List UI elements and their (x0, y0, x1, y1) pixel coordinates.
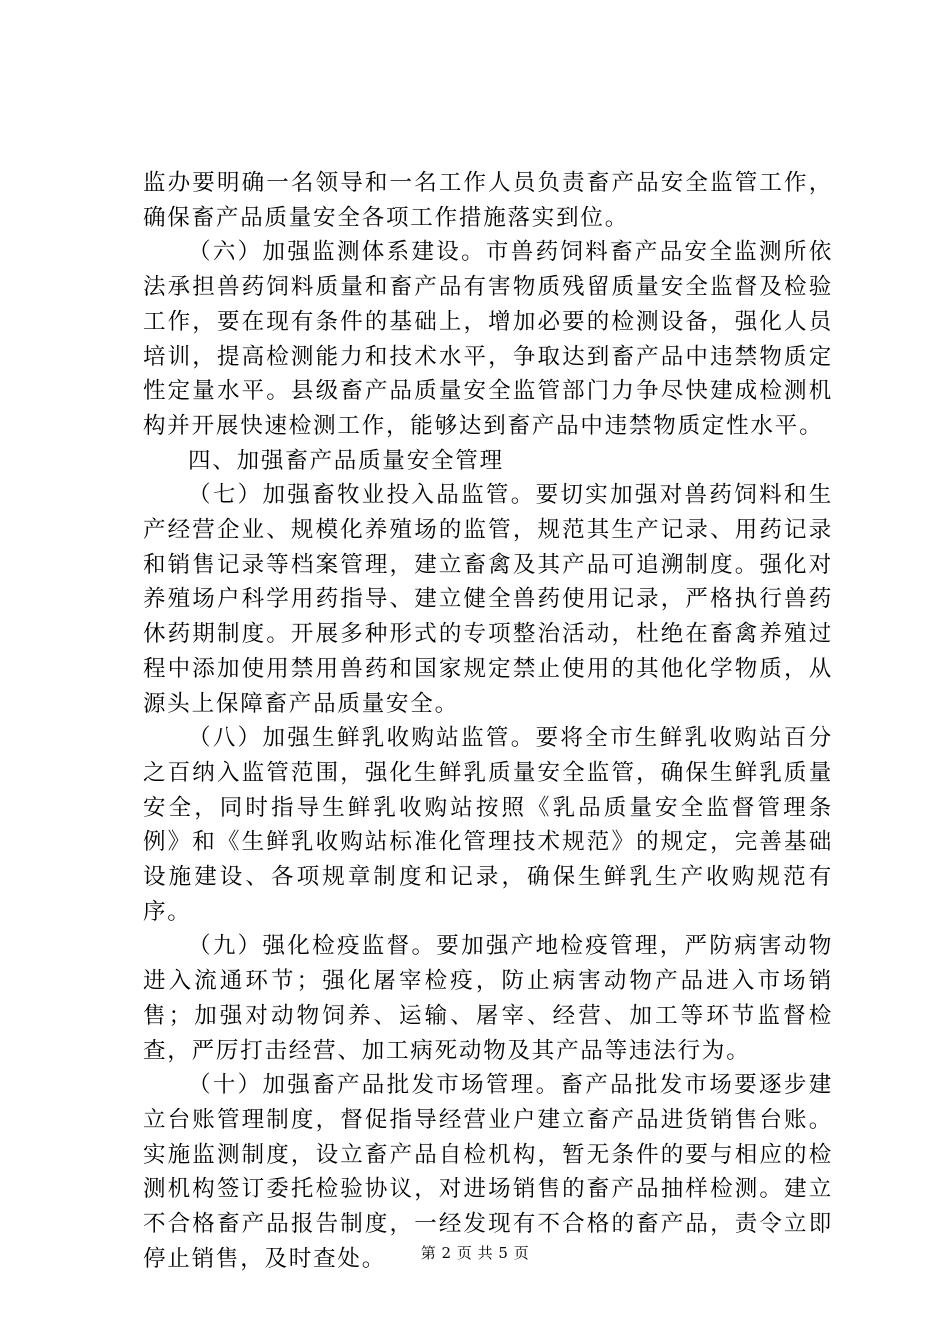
paragraph: （六）加强监测体系建设。市兽药饲料畜产品安全监测所依法承担兽药饲料质量和畜产品有害物质残留质量安全监督及检验工作，要在现有条件的基础上，增加必要的检测设备，强化人员培训，提高检测能力和技术水平，争取达到畜产品中违禁物质定性定量水平。县级畜产品质量安全监管部门力争尽快建成检测机构并开展快速检测工作，能够达到畜产品中违禁物质定性水平。 (143, 239, 833, 439)
paragraph: （十）加强畜产品批发市场管理。畜产品批发市场要逐步建立台账管理制度，督促指导经营业户建立畜产品进货销售台账。实施监测制度，设立畜产品自检机构，暂无条件的要与相应的检测机构签订委托检验协议，对进场销售的畜产品抽样检测。建立不合格畜产品报告制度，一经发现有不合格的畜产品，责令立即停止销售，及时查处。 (143, 1072, 833, 1272)
paragraph: （九）强化检疫监督。要加强产地检疫管理，严防病害动物进入流通环节；强化屠宰检疫，防止病害动物产品进入市场销售；加强对动物饲养、运输、屠宰、经营、加工等环节监督检查，严厉打击经营、加工病死动物及其产品等违法行为。 (143, 933, 833, 1064)
document-body (143, 166, 833, 1277)
paragraph: （八）加强生鲜乳收购站监管。要将全市生鲜乳收购站百分之百纳入监管范围，强化生鲜乳质量安全监管，确保生鲜乳质量安全，同时指导生鲜乳收购站按照《乳品质量安全监督管理条例》和《生鲜乳收购站标准化管理技术规范》的规定，完善基础设施建设、各项规章制度和记录，确保生鲜乳生产收购规范有序。 (143, 725, 833, 925)
page-number-footer: 第 2 页 共 5 页 (420, 1244, 530, 1262)
paragraph: （七）加强畜牧业投入品监管。要切实加强对兽药饲料和生产经营企业、规模化养殖场的监管，规范其生产记录、用药记录和销售记录等档案管理，建立畜禽及其产品可追溯制度。强化对养殖场户科学用药指导、建立健全兽药使用记录，严格执行兽药休药期制度。开展多种形式的专项整治活动，杜绝在畜禽养殖过程中添加使用禁用兽药和国家规定禁止使用的其他化学物质，从源头上保障畜产品质量安全。 (143, 482, 833, 717)
paragraph: 监办要明确一名领导和一名工作人员负责畜产品安全监管工作，确保畜产品质量安全各项工作措施落实到位。 (143, 170, 833, 231)
section-heading: 四、加强畜产品质量安全管理 (188, 447, 504, 474)
